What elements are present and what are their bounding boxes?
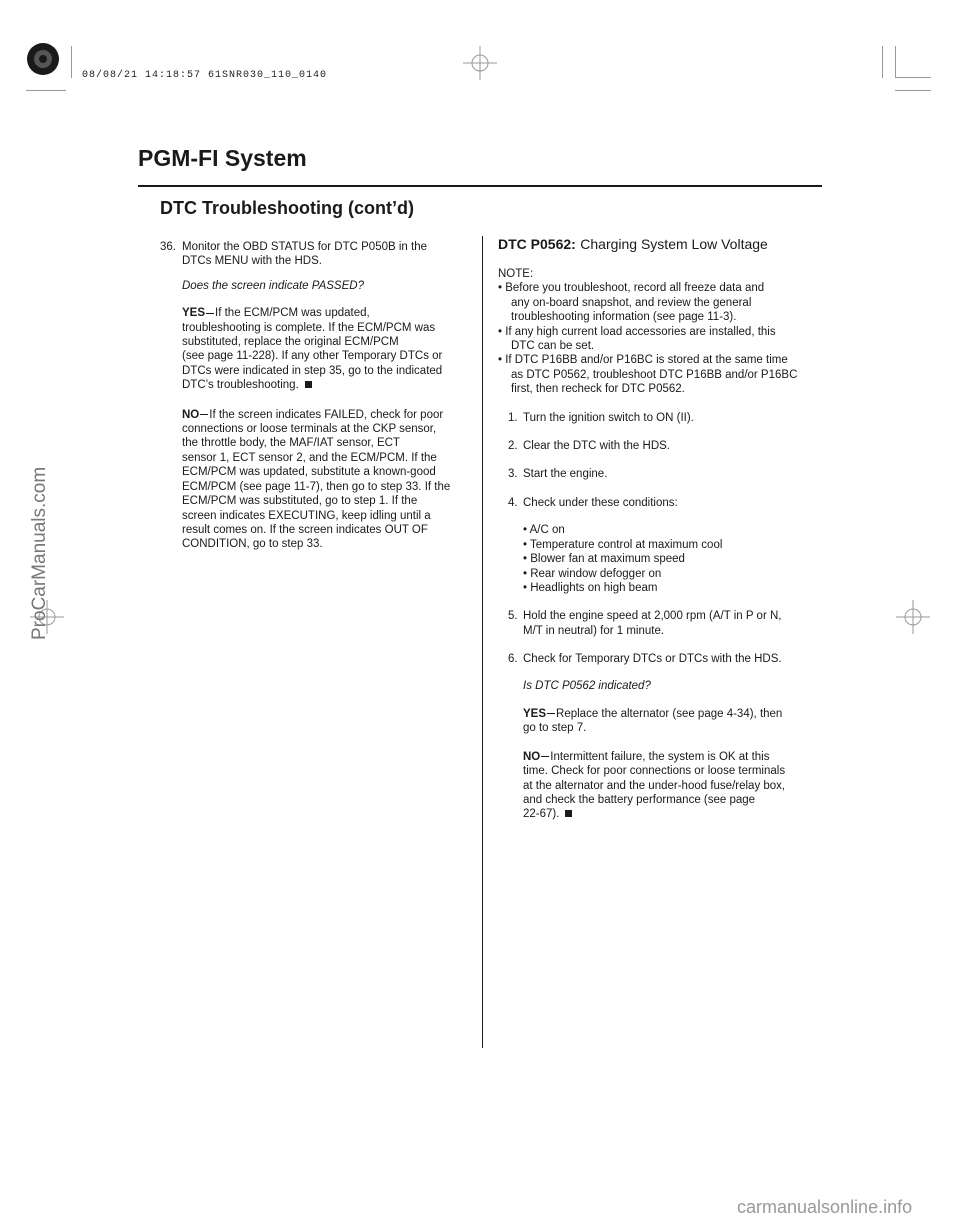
- step-number: 1.: [508, 411, 518, 424]
- yes-line: substituted, replace the original ECM/PCM: [182, 336, 399, 349]
- crop-mark: [895, 90, 931, 91]
- no-line: 22-67).: [523, 808, 560, 821]
- step-text: Clear the DTC with the HDS.: [523, 440, 670, 453]
- step-text: Monitor the OBD STATUS for DTC P050B in the: [182, 241, 427, 253]
- column-divider: [482, 236, 483, 1048]
- procedure-step: [498, 411, 797, 425]
- step-text: Hold the engine speed at 2,000 rpm (A/T in P or N,: [523, 610, 782, 623]
- yes-line: Replace the alternator (see page 4-34), then: [556, 707, 783, 720]
- no-block: [498, 750, 797, 822]
- note-line: • Before you troubleshoot, record all freeze data and: [498, 282, 765, 295]
- condition-item: • Headlights on high beam: [523, 581, 658, 594]
- note-line: first, then recheck for DTC P0562.: [511, 383, 685, 396]
- procedure-step: [498, 496, 797, 510]
- no-line: ECM/PCM was substituted, go to step 1. If the: [182, 495, 418, 508]
- dtc-heading: [498, 236, 768, 254]
- crosshair-icon: [463, 46, 497, 80]
- no-line: Intermittent failure, the system is OK at this: [550, 750, 770, 763]
- registration-target-icon: [26, 42, 60, 76]
- no-line: at the alternator and the under-hood fuse/relay box,: [523, 779, 786, 792]
- no-line: ECM/PCM (see page 11-7), then go to step 33. If the: [182, 480, 451, 493]
- end-square-icon: [305, 381, 312, 388]
- note-line: as DTC P0562, troubleshoot DTC P16BB and/or P16BC: [511, 368, 798, 381]
- question: Is DTC P0562 indicated?: [523, 679, 651, 692]
- note-line: troubleshooting information (see page 11-3).: [511, 311, 737, 324]
- left-column: [160, 240, 450, 552]
- dash: [541, 756, 549, 757]
- crop-mark: [26, 90, 66, 91]
- crop-mark: [882, 46, 883, 78]
- no-line: time. Check for poor connections or loose terminals: [523, 765, 786, 778]
- print-stamp: 08/08/21 14:18:57 61SNR030_110_0140: [82, 70, 328, 81]
- side-watermark: ProCarManuals.com: [29, 466, 50, 640]
- note-item: [498, 325, 797, 354]
- procedure-step: [498, 652, 797, 666]
- condition-list: [498, 523, 797, 595]
- no-line: CONDITION, go to step 33.: [182, 538, 323, 551]
- no-line: screen indicates EXECUTING, keep idling until a: [182, 509, 431, 522]
- procedure-step: [498, 439, 797, 453]
- dash: [547, 713, 555, 714]
- no-line: sensor 1, ECT sensor 2, and the ECM/PCM. If the: [182, 451, 437, 464]
- yes-block: [498, 707, 797, 736]
- step-number: 2.: [508, 440, 518, 453]
- step-number: 36.: [160, 241, 176, 253]
- note-line: DTC can be set.: [511, 340, 595, 353]
- step-number: 3.: [508, 468, 518, 481]
- note-line: any on-board snapshot, and review the general: [511, 296, 752, 309]
- step-text-cont: DTCs MENU with the HDS.: [182, 255, 322, 268]
- no-line: If the screen indicates FAILED, check for poor: [209, 408, 444, 421]
- yes-line: If the ECM/PCM was updated,: [215, 307, 370, 320]
- step-text: Check for Temporary DTCs or DTCs with the HDS.: [523, 653, 782, 666]
- step-text: M/T in neutral) for 1 minute.: [523, 624, 665, 637]
- no-line: result comes on. If the screen indicates OUT OF: [182, 523, 428, 536]
- note-line: • If any high current load accessories are installed, this: [498, 325, 776, 338]
- step-number: 5.: [508, 610, 518, 623]
- dtc-code: DTC P0562:: [498, 236, 576, 252]
- yes-line: go to step 7.: [523, 722, 587, 735]
- header-rule: [138, 185, 822, 187]
- step-text: Start the engine.: [523, 468, 608, 481]
- no-label: NO: [523, 750, 541, 763]
- crop-mark: [71, 46, 72, 78]
- yes-line: (see page 11-228). If any other Temporary DTCs or: [182, 350, 443, 363]
- step-number: 6.: [508, 653, 518, 666]
- footer-watermark: carmanualsonline.info: [737, 1197, 913, 1217]
- step-text: Check under these conditions:: [523, 496, 678, 509]
- condition-item: • Temperature control at maximum cool: [523, 538, 723, 551]
- note-item: [498, 353, 797, 396]
- condition-item: • A/C on: [523, 524, 565, 537]
- step-text: Turn the ignition switch to ON (II).: [523, 411, 694, 424]
- section-title: PGM-FI System: [138, 145, 307, 171]
- yes-line: DTC’s troubleshooting.: [182, 379, 299, 392]
- note-label: NOTE:: [498, 268, 534, 280]
- crosshair-icon: [896, 600, 930, 634]
- crop-mark: [895, 77, 931, 78]
- no-line: connections or loose terminals at the CKP sensor,: [182, 423, 437, 436]
- page-title: DTC Troubleshooting (cont’d): [160, 198, 414, 218]
- yes-label: YES: [182, 307, 206, 320]
- no-line: the throttle body, the MAF/IAT sensor, ECT: [182, 437, 400, 450]
- procedure-step: [498, 609, 797, 638]
- yes-line: DTCs were indicated in step 35, go to the indicated: [182, 364, 443, 377]
- no-line: ECM/PCM was updated, substitute a known-good: [182, 466, 436, 479]
- dash: [200, 414, 208, 415]
- yes-block: [160, 306, 450, 392]
- end-square-icon: [565, 810, 572, 817]
- yes-line: troubleshooting is complete. If the ECM/PCM was: [182, 321, 436, 334]
- crop-mark: [895, 46, 896, 78]
- note-line: • If DTC P16BB and/or P16BC is stored at the same time: [498, 354, 788, 367]
- dash: [206, 313, 214, 314]
- condition-item: • Blower fan at maximum speed: [523, 553, 685, 566]
- note-item: [498, 281, 797, 324]
- procedure-step: [498, 467, 797, 481]
- condition-item: • Rear window defogger on: [523, 567, 662, 580]
- right-column: [498, 267, 797, 822]
- no-block: [160, 408, 450, 552]
- no-label: NO: [182, 408, 200, 421]
- step-36: [160, 240, 450, 254]
- no-line: and check the battery performance (see page: [523, 793, 756, 806]
- question: Does the screen indicate PASSED?: [182, 279, 364, 292]
- yes-label: YES: [523, 707, 547, 720]
- step-number: 4.: [508, 496, 518, 509]
- dtc-description: Charging System Low Voltage: [580, 236, 768, 252]
